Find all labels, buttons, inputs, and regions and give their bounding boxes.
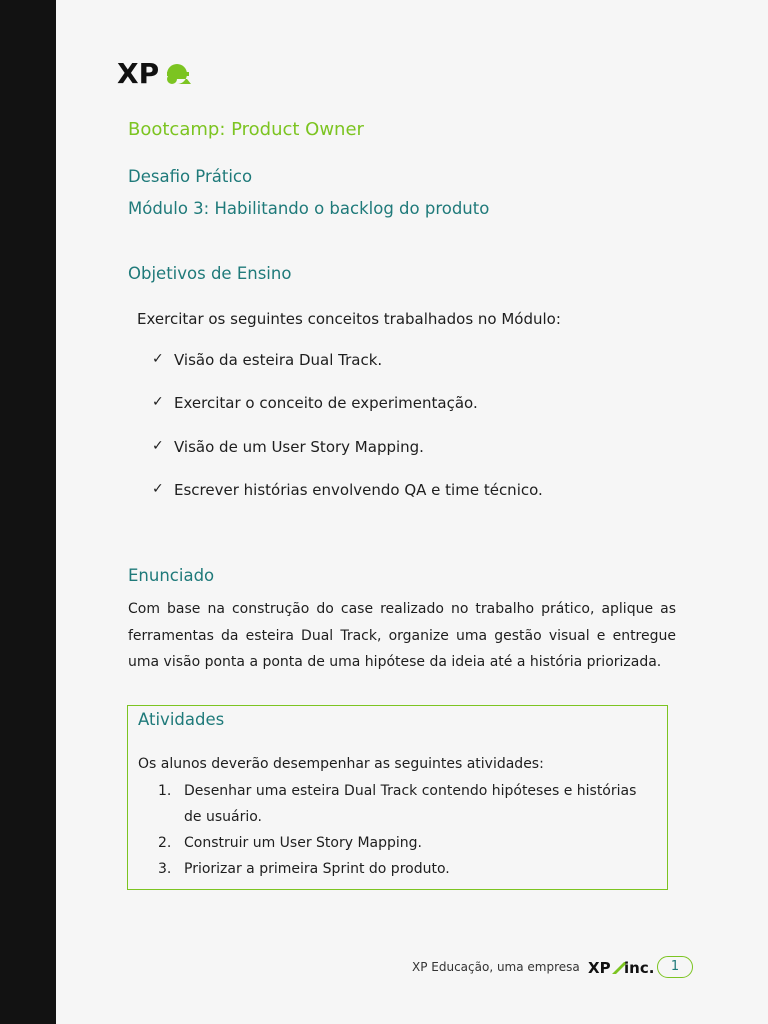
module-title: Módulo 3: Habilitando o backlog do produto [128, 199, 490, 218]
activities-list [158, 778, 658, 882]
list-item [158, 856, 658, 882]
list-item [152, 438, 543, 481]
statement-heading: Enunciado [128, 566, 215, 585]
list-item-text: Priorizar a primeira Sprint do produto. [184, 861, 450, 877]
list-item [152, 481, 543, 524]
list-item-text: Visão da esteira Dual Track. [174, 351, 383, 369]
xp-inc-logo-mark [588, 958, 654, 976]
left-margin-bar [0, 0, 56, 1024]
statement-paragraph: Com base na construção do case realizado no trabalho prático, aplique as ferramentas da esteira Dual Track, organize uma gestão visual e entregue uma visão ponta a ponta de uma hipótese da ideia até a história priorizada. [128, 601, 676, 670]
activities-box [127, 705, 668, 890]
list-item-text: Exercitar o conceito de experimentação. [174, 394, 478, 413]
list-item [158, 778, 658, 830]
svg-text:inc.: inc. [623, 959, 654, 976]
check-icon: ✓ [152, 394, 164, 411]
check-icon: ✓ [152, 351, 164, 367]
xpe-logo [117, 58, 193, 88]
list-number: 3. [158, 861, 172, 877]
activities-intro: Os alunos deverão desempenhar as seguintes atividades: [138, 756, 544, 772]
footer [412, 958, 654, 976]
subtitle: Desafio Prático [128, 167, 253, 186]
svg-text:XP: XP [587, 959, 611, 976]
footer-text: XP Educação, uma empresa [412, 960, 580, 974]
objectives-heading: Objetivos de Ensino [128, 264, 292, 283]
check-icon: ✓ [152, 480, 164, 497]
list-item-text: Visão de um User Story Mapping. [174, 437, 424, 456]
activities-heading: Atividades [138, 710, 225, 729]
list-number: 2. [158, 835, 172, 851]
check-icon: ✓ [152, 437, 164, 454]
list-item-text: Desenhar uma esteira Dual Track contendo hipóteses e histórias de usuário. [184, 783, 637, 825]
list-item [152, 351, 543, 394]
svg-text:XP: XP [117, 58, 160, 88]
page-number: 1 [657, 956, 693, 978]
list-item [152, 394, 543, 437]
document-title: Bootcamp: Product Owner [128, 119, 364, 140]
list-item-text: Construir um User Story Mapping. [184, 835, 423, 851]
list-item [158, 830, 658, 856]
objectives-list [152, 351, 543, 524]
objectives-intro: Exercitar os seguintes conceitos trabalhados no Módulo: [137, 310, 561, 328]
list-number: 1. [158, 783, 172, 799]
list-item-text: Escrever histórias envolvendo QA e time técnico. [174, 480, 543, 499]
xp-inc-logo [588, 958, 654, 976]
